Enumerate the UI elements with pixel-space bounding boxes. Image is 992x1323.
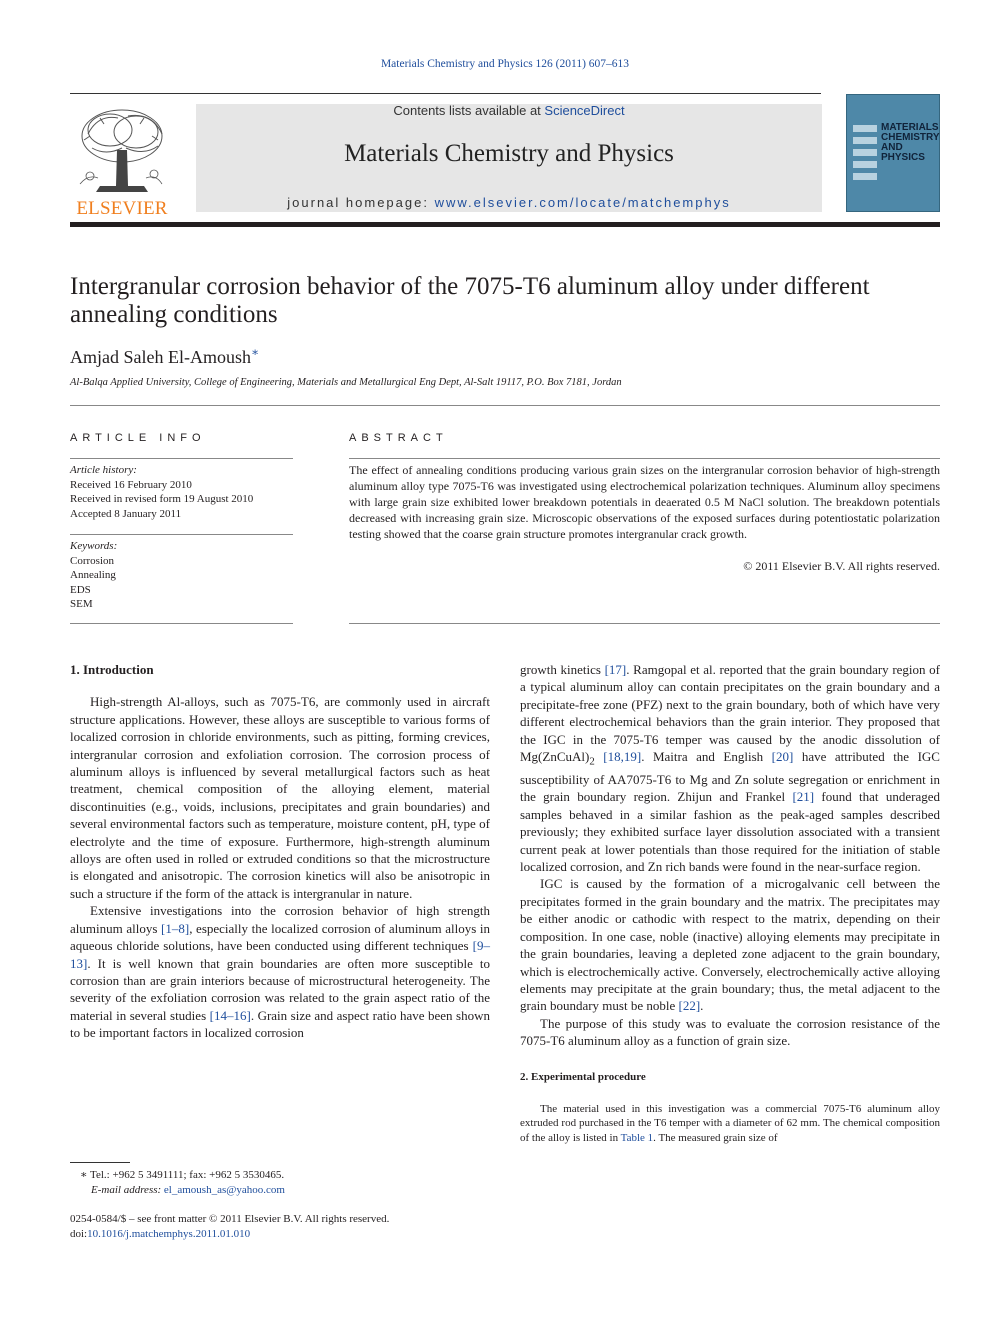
homepage-prefix: journal homepage: bbox=[287, 195, 435, 210]
paragraph-text: . Grain size and aspect ratio have been shown to be important factors in localized corrosion bbox=[70, 1007, 490, 1041]
author-footnote bbox=[70, 1168, 490, 1197]
article-title: Intergranular corrosion behavior of the 7075-T6 aluminum alloy under different annealing conditions bbox=[70, 273, 870, 328]
citation-link[interactable]: [14–16] bbox=[209, 1007, 251, 1023]
cover-strip bbox=[853, 173, 877, 180]
citation-link[interactable]: [20] bbox=[771, 749, 794, 765]
header-rule-thin bbox=[70, 93, 821, 94]
journal-cover-thumbnail[interactable] bbox=[846, 94, 940, 212]
history-label: Article history: bbox=[70, 464, 137, 476]
abstract-rule bbox=[349, 458, 940, 459]
citation-link[interactable]: [22] bbox=[678, 998, 701, 1014]
paragraph-text: The purpose of this study was to evaluate the corrosion resistance of the 7075-T6 aluminum alloy as a function of grain size. bbox=[520, 1015, 940, 1049]
paragraph-text: . bbox=[700, 998, 704, 1014]
issn-line: 0254-0584/$ – see front matter © 2011 Elsevier B.V. All rights reserved. bbox=[70, 1213, 390, 1225]
article-info-rule bbox=[70, 623, 293, 624]
article-info-heading: ARTICLE INFO bbox=[70, 432, 206, 444]
paragraph-text: The material used in this investigation was a commercial 7075-T6 aluminum alloy extruded rod purchased in the T6 temper with a diameter of 62 mm. The chemical composition of the alloy is listed in bbox=[520, 1102, 940, 1144]
cover-strip bbox=[853, 137, 877, 144]
email-link[interactable]: el_amoush_as@yahoo.com bbox=[163, 1183, 285, 1196]
cover-strip bbox=[853, 161, 877, 168]
footnote-email-label: E-mail address: bbox=[91, 1183, 162, 1196]
section-title-introduction: 1. Introduction bbox=[70, 662, 154, 677]
homepage-line bbox=[196, 195, 822, 210]
cover-title: MATERIALS CHEMISTRY AND PHYSICS bbox=[881, 122, 940, 163]
citation-link[interactable]: [9–13] bbox=[70, 938, 490, 971]
footnote-contact bbox=[70, 1168, 490, 1183]
paragraph-text: . Maitra and English bbox=[641, 749, 772, 765]
doi-link[interactable]: 10.1016/j.matchemphys.2011.01.010 bbox=[87, 1228, 251, 1240]
article-info-rule bbox=[70, 458, 293, 459]
homepage-link[interactable]: www.elsevier.com/locate/matchemphys bbox=[434, 195, 731, 210]
author-footnote-mark[interactable]: ∗ bbox=[250, 345, 260, 359]
paragraph-text: found that underaged samples behaved in a similar fashion as the peak-aged samples described previously; they exhibited surface layer dissolution associated with a transient current peak at lower potentials than those required for the initiation of stable localized corrosion, and Zn rich bands were found in the near-surface region. bbox=[520, 789, 940, 875]
abstract-heading: ABSTRACT bbox=[349, 432, 448, 444]
keywords bbox=[70, 539, 293, 612]
abstract-rule bbox=[349, 623, 940, 624]
footnote-mark: ∗ bbox=[80, 1169, 88, 1181]
abstract-text: The effect of annealing conditions producing various grain sizes on the intergranular corrosion behavior of high-strength aluminum alloy type 7075-T6 was investigated using electrochemical polarization techniques. Aluminum alloy specimens with large grain size exhibited lower breakdown potentials in deaerated 0.5 M NaCl solution. The breakdown potentials decreased with increasing grain size. Microscopic observations of the exposed surfaces during potentiostatic polarization testing showed that the coarse grain structure promotes intergranular crack growth. bbox=[349, 463, 940, 541]
elsevier-logo[interactable] bbox=[70, 104, 174, 219]
body-column-left bbox=[70, 661, 490, 1042]
doi-label: doi: bbox=[70, 1228, 88, 1240]
citation-link[interactable]: [18,19] bbox=[603, 749, 642, 765]
cover-strip bbox=[853, 125, 877, 132]
footnote-rule bbox=[70, 1162, 130, 1163]
keyword-item: SEM bbox=[70, 598, 93, 610]
paragraph-text: Extensive investigations into the corrosion behavior of high strength aluminum alloys bbox=[70, 903, 490, 936]
article-history bbox=[70, 463, 293, 521]
sciencedirect-link[interactable]: ScienceDirect bbox=[544, 103, 625, 118]
paragraph-text: have attributed the IGC susceptibility of AA7075-T6 to Mg and Zn solute segregation or enrichment in the grain boundary region. Zhijun and Frankel bbox=[520, 749, 940, 805]
paragraph bbox=[70, 902, 490, 1041]
paragraph-text: . Ramgopal et al. reported that the grain boundary region of a typical aluminum alloy can contain precipitates on the grain boundary and a precipitate-free zone (PFZ) next to the grain boundary, both of which have very different electrochemical behaviors than the grain interior. They proposed that the IGC in the 7075-T6 temper was caused by the anodic dissolution of Mg(ZnCuAl) bbox=[520, 662, 941, 765]
header-rule-thick bbox=[70, 222, 940, 227]
paragraph-text: , especially the localized corrosion of aluminum alloys in aqueous chloride solutions, have been conducted using different techniques bbox=[70, 920, 490, 954]
paragraph bbox=[520, 875, 940, 1014]
keyword-item: Annealing bbox=[70, 569, 116, 581]
history-item: Accepted 8 January 2011 bbox=[70, 507, 182, 520]
footnote-phone: Tel.: +962 5 3491111; fax: +962 5 3530465. bbox=[90, 1169, 285, 1181]
paragraph-text: IGC is caused by the formation of a microgalvanic cell between the precipitates formed in the grain boundary and the matrix. The precipitates may be either anodic or cathodic with respect to the matrix, depending on their composition. In one case, noble (inactive) alloying elements may precipitate in the grain boundaries, leaving a depleted zone adjacent to the grain boundary, which is electrochemically active. Conversely, electrochemically active alloying elements may precipitate at the grain boundary; thus, the metal adjacent to the grain boundary must be noble bbox=[520, 876, 940, 1014]
keyword-item: EDS bbox=[70, 583, 91, 596]
keyword-item: Corrosion bbox=[70, 554, 114, 567]
paragraph bbox=[70, 693, 490, 902]
author-name: Amjad Saleh El-Amoush bbox=[70, 347, 251, 367]
history-item: Received 16 February 2010 bbox=[70, 478, 192, 491]
paragraph-text: . The measured grain size of bbox=[653, 1131, 778, 1144]
section-title-experimental: 2. Experimental procedure bbox=[520, 1070, 646, 1083]
paragraph bbox=[520, 1015, 940, 1050]
citation-link[interactable]: [21] bbox=[792, 789, 815, 805]
journal-name: Materials Chemistry and Physics bbox=[344, 140, 674, 167]
keywords-label: Keywords: bbox=[70, 540, 118, 552]
contents-line bbox=[196, 103, 822, 118]
doi-line bbox=[70, 1227, 490, 1242]
publisher-wordmark: ELSEVIER bbox=[76, 198, 168, 219]
affiliation-rule bbox=[70, 405, 940, 406]
article-meta bbox=[70, 1212, 490, 1242]
paragraph-text: High-strength Al-alloys, such as 7075-T6, are commonly used in aircraft structure applications. However, these alloys are susceptible to various forms of localized corrosion in chloride environments, such as pitting, forming crevices, intergranular corrosion and exfoliation corrosion. The corrosion process of aluminum alloys is influenced by several metallurgical factors such as heat treatment, chemical composition of the alloying element, material discontinuities (e.g., voids, inclusions, precipitates and grain boundaries) and several environmental factors such as temperature, moisture content, pH, type of electrolyte and the time of exposure. Furthermore, high-strength aluminum alloys are often used in rolled or extruded conditions so that the microstructure is elongated and anisotropic. The corrosion kinetics will also be anisotropic in such a structure if the form of the attack is intergranular in nature. bbox=[70, 694, 490, 901]
paragraph bbox=[520, 1102, 940, 1146]
affiliation: Al-Balqa Applied University, College of Engineering, Materials and Metallurgical Eng Dept, Al-Salt 19117, P.O. Box 7181, Jordan bbox=[70, 377, 622, 388]
paragraph-text: growth kinetics bbox=[520, 662, 605, 677]
article-info-rule bbox=[70, 534, 293, 535]
running-head[interactable]: Materials Chemistry and Physics 126 (2011) 607–613 bbox=[380, 58, 630, 70]
footnote-email-line bbox=[70, 1183, 490, 1198]
cover-strip bbox=[853, 149, 877, 156]
history-item: Received in revised form 19 August 2010 bbox=[70, 493, 254, 505]
abstract-copyright: © 2011 Elsevier B.V. All rights reserved. bbox=[743, 559, 940, 573]
tree-icon bbox=[70, 104, 174, 196]
paragraph bbox=[520, 661, 940, 875]
table-link[interactable]: Table 1 bbox=[620, 1131, 654, 1144]
body-column-right bbox=[520, 661, 940, 1145]
citation-link[interactable]: [17] bbox=[604, 662, 627, 677]
contents-prefix: Contents lists available at bbox=[393, 103, 545, 118]
citation-link[interactable]: [1–8] bbox=[161, 920, 190, 936]
subscript: 2 bbox=[589, 755, 595, 768]
paragraph-text: . It is well known that grain boundaries are often more susceptible to corrosion than are grain interiors because of microstructural heterogeneity. The severity of the exfoliation corrosion was related to the grain aspect ratio of the material in several studies bbox=[70, 955, 490, 1023]
author-line bbox=[70, 345, 259, 368]
